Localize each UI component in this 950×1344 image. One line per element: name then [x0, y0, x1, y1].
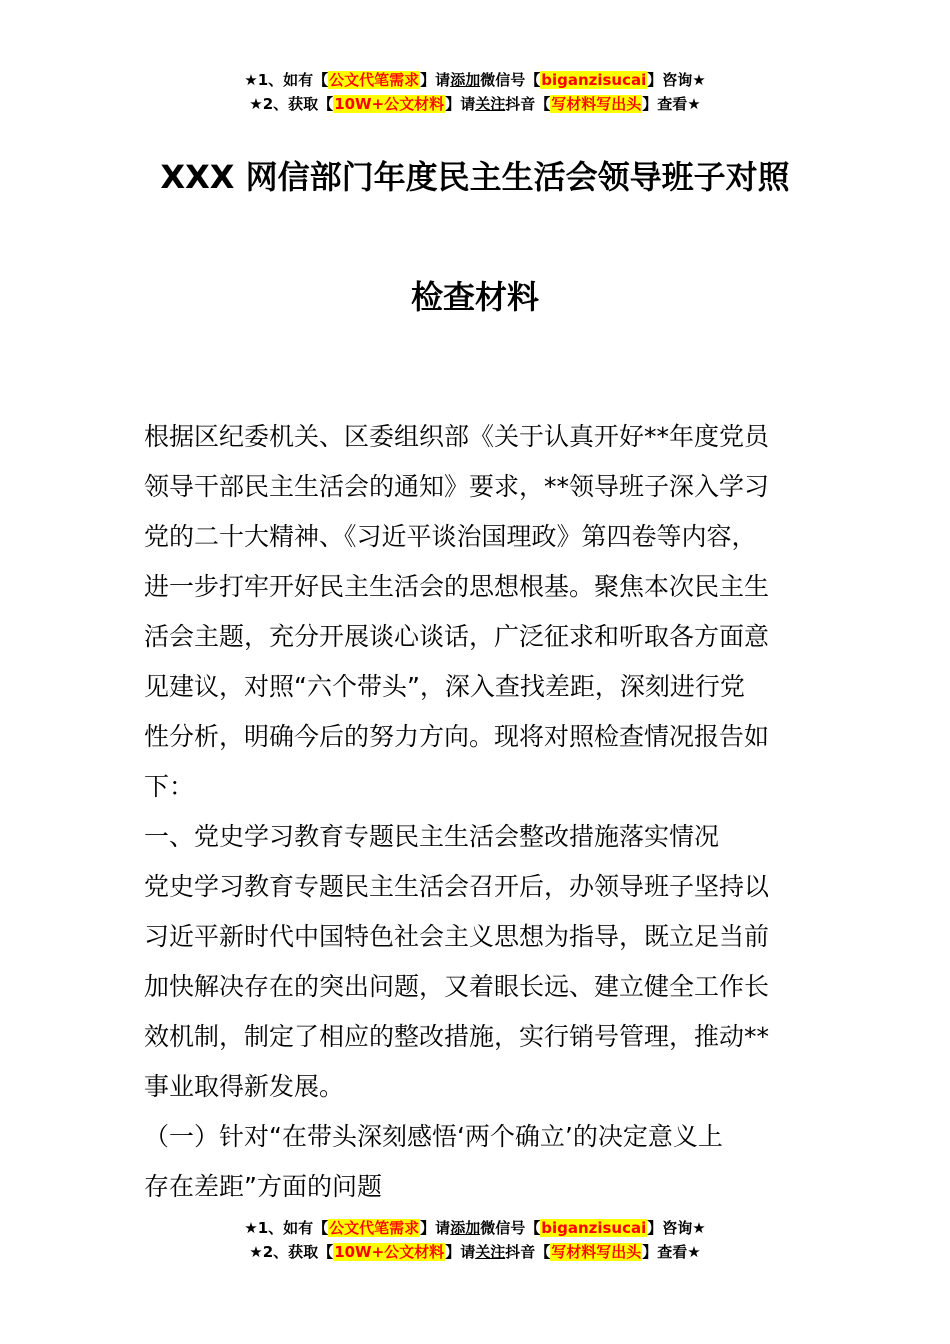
banner-highlight: biganzisucai: [541, 1219, 647, 1237]
body-line: 活会主题，充分开展谈心谈话，广泛征求和听取各方面意: [144, 622, 770, 651]
banner-text: 】咨询★: [647, 1219, 706, 1237]
banner-text: 】请: [420, 71, 451, 89]
body-line: 事业取得新发展。: [144, 1072, 345, 1101]
body-line: 下：: [144, 772, 195, 801]
banner-underline: 添加: [450, 71, 481, 89]
banner-underline: 添加: [450, 1219, 481, 1237]
banner-highlight: biganzisucai: [541, 71, 647, 89]
footer-banner: [0, 1216, 950, 1264]
banner-text: 】请: [420, 1219, 451, 1237]
banner-highlight: 10W+公文材料: [334, 1243, 445, 1261]
body-line: 党的二十大精神、《习近平谈治国理政》第四卷等内容，: [144, 522, 757, 551]
banner-line-1: [0, 1216, 950, 1240]
banner-text: ★1、如有【: [244, 71, 329, 89]
banner-text: 微信号【: [480, 1219, 541, 1237]
body-line: 习近平新时代中国特色社会主义思想为指导，既立足当前: [144, 922, 770, 951]
banner-text: 】咨询★: [647, 71, 706, 89]
banner-text: 微信号【: [480, 71, 541, 89]
banner-line-2: [0, 1240, 950, 1264]
document-body: [144, 412, 808, 1212]
banner-line-2: [0, 92, 950, 116]
body-line: 党史学习教育专题民主生活会召开后，办领导班子坚持以: [144, 872, 770, 901]
banner-highlight: 10W+公文材料: [334, 95, 445, 113]
header-banner: [0, 68, 950, 116]
subsection-heading: （一）针对“在带头深刻感悟‘两个确立’的决定意义上: [144, 1122, 723, 1151]
banner-text: ★2、获取【: [249, 95, 334, 113]
banner-highlight: 写材料写出头: [551, 95, 642, 113]
banner-highlight: 公文代笔需求: [329, 1219, 420, 1237]
body-line: 加快解决存在的突出问题，又着眼长远、建立健全工作长: [144, 972, 770, 1001]
banner-text: 抖音【: [505, 95, 551, 113]
banner-text: 】查看★: [642, 1243, 701, 1261]
body-line: 性分析，明确今后的努力方向。现将对照检查情况报告如: [144, 722, 770, 751]
banner-text: 】查看★: [642, 95, 701, 113]
banner-highlight: 写材料写出头: [551, 1243, 642, 1261]
body-line: 效机制，制定了相应的整改措施，实行销号管理，推动**: [144, 1022, 770, 1051]
banner-line-1: [0, 68, 950, 92]
banner-text: 抖音【: [505, 1243, 551, 1261]
banner-underline: 关注: [475, 1243, 506, 1261]
banner-underline: 关注: [475, 95, 506, 113]
banner-highlight: 公文代笔需求: [329, 71, 420, 89]
banner-text: 】请: [445, 1243, 476, 1261]
body-line: 进一步打牢开好民主生活会的思想根基。聚焦本次民主生: [144, 572, 770, 601]
body-line: 领导干部民主生活会的通知》要求，**领导班子深入学习: [144, 472, 770, 501]
banner-text: ★2、获取【: [249, 1243, 334, 1261]
body-line: 见建议，对照“六个带头”，深入查找差距，深刻进行党: [144, 672, 745, 701]
banner-text: ★1、如有【: [244, 1219, 329, 1237]
banner-text: 】请: [445, 95, 476, 113]
body-line: 根据区纪委机关、区委组织部《关于认真开好**年度党员: [144, 422, 770, 451]
document-title-line-1: XXX 网信部门年度民主生活会领导班子对照: [160, 158, 790, 196]
section-heading: 一、党史学习教育专题民主生活会整改措施落实情况: [144, 822, 720, 851]
document-title-line-2: 检查材料: [410, 278, 539, 316]
subsection-heading: 存在差距”方面的问题: [144, 1172, 382, 1201]
